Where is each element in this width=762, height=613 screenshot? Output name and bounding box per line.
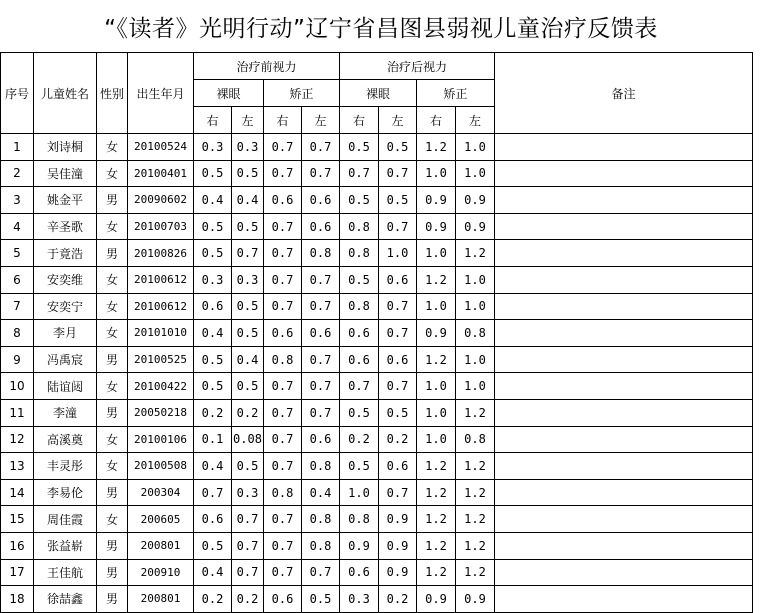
header-after-naked: 裸眼 [340, 80, 417, 107]
cell-birth[interactable]: 200910 [128, 559, 194, 586]
cell-birth[interactable]: 20100703 [128, 213, 194, 240]
cell-name[interactable]: 李易伦 [34, 479, 97, 506]
cell-birth[interactable]: 20100401 [128, 160, 194, 187]
cell-before-naked-right[interactable]: 0.5 [194, 346, 232, 373]
header-after-corrected-right: 右 [417, 107, 456, 134]
cell-after-corrected-left[interactable]: 1.0 [456, 346, 495, 373]
cell-before-corrected-right[interactable]: 0.7 [264, 426, 302, 453]
cell-after-naked-left[interactable]: 0.6 [379, 453, 417, 480]
cell-before-corrected-left[interactable]: 0.6 [302, 187, 340, 214]
cell-after-naked-right[interactable]: 0.6 [340, 346, 379, 373]
cell-before-naked-right[interactable]: 0.2 [194, 399, 232, 426]
cell-note[interactable] [495, 373, 753, 400]
cell-after-corrected-left[interactable]: 1.2 [456, 240, 495, 267]
cell-name[interactable]: 丰灵彤 [34, 453, 97, 480]
cell-before-corrected-left[interactable]: 0.8 [302, 453, 340, 480]
cell-before-corrected-left[interactable]: 0.8 [302, 506, 340, 533]
cell-before-naked-left[interactable]: 0.7 [232, 559, 264, 586]
cell-gender[interactable]: 女 [97, 266, 128, 293]
header-gender: 性别 [97, 53, 128, 134]
cell-after-naked-left[interactable]: 0.9 [379, 532, 417, 559]
cell-after-corrected-right[interactable]: 0.9 [417, 320, 456, 347]
cell-after-naked-right[interactable]: 0.5 [340, 453, 379, 480]
cell-before-corrected-right[interactable]: 0.8 [264, 479, 302, 506]
cell-before-naked-right[interactable]: 0.4 [194, 187, 232, 214]
cell-birth[interactable]: 200605 [128, 506, 194, 533]
cell-after-naked-right[interactable]: 0.5 [340, 266, 379, 293]
cell-before-naked-right[interactable]: 0.5 [194, 373, 232, 400]
cell-gender[interactable]: 女 [97, 293, 128, 320]
cell-after-corrected-left[interactable]: 1.0 [456, 134, 495, 161]
cell-after-naked-left[interactable]: 0.7 [379, 160, 417, 187]
header-before-corrected: 矫正 [264, 80, 340, 107]
cell-name[interactable]: 周佳霞 [34, 506, 97, 533]
table-row [1, 532, 753, 559]
cell-name[interactable]: 辛圣歌 [34, 213, 97, 240]
cell-after-naked-left[interactable]: 0.2 [379, 426, 417, 453]
cell-note[interactable] [495, 506, 753, 533]
header-after-naked-right: 右 [340, 107, 379, 134]
cell-after-corrected-left[interactable]: 0.9 [456, 213, 495, 240]
cell-note[interactable] [495, 399, 753, 426]
cell-after-corrected-right[interactable]: 1.2 [417, 479, 456, 506]
cell-after-naked-left[interactable]: 0.7 [379, 320, 417, 347]
cell-after-corrected-left[interactable]: 1.2 [456, 559, 495, 586]
cell-after-naked-left[interactable]: 0.7 [379, 213, 417, 240]
cell-index[interactable]: 13 [1, 453, 34, 480]
cell-before-naked-right[interactable]: 0.6 [194, 506, 232, 533]
cell-after-naked-right[interactable]: 0.8 [340, 213, 379, 240]
cell-before-corrected-right[interactable]: 0.7 [264, 532, 302, 559]
cell-gender[interactable]: 女 [97, 134, 128, 161]
cell-after-naked-left[interactable]: 0.7 [379, 479, 417, 506]
cell-after-corrected-left[interactable]: 1.2 [456, 399, 495, 426]
cell-birth[interactable]: 20100508 [128, 453, 194, 480]
cell-after-naked-left[interactable]: 0.7 [379, 293, 417, 320]
page-title: “《读者》光明行动”辽宁省昌图县弱视儿童治疗反馈表 [104, 15, 658, 42]
cell-after-naked-left[interactable]: 0.5 [379, 134, 417, 161]
header-index: 序号 [1, 53, 34, 134]
cell-after-corrected-left[interactable]: 1.2 [456, 479, 495, 506]
cell-after-naked-right[interactable]: 0.8 [340, 293, 379, 320]
cell-name[interactable]: 吴佳潼 [34, 160, 97, 187]
cell-after-corrected-left[interactable]: 0.9 [456, 586, 495, 613]
cell-index[interactable]: 17 [1, 559, 34, 586]
table-row [1, 479, 753, 506]
cell-birth[interactable]: 200801 [128, 532, 194, 559]
cell-name[interactable]: 陆谊闼 [34, 373, 97, 400]
cell-before-corrected-right[interactable]: 0.6 [264, 187, 302, 214]
cell-name[interactable]: 李潼 [34, 399, 97, 426]
cell-before-naked-right[interactable]: 0.1 [194, 426, 232, 453]
cell-before-naked-left[interactable]: 0.4 [232, 346, 264, 373]
cell-note[interactable] [495, 479, 753, 506]
cell-after-corrected-right[interactable]: 1.2 [417, 532, 456, 559]
table-row [1, 293, 753, 320]
cell-after-corrected-right[interactable]: 0.9 [417, 213, 456, 240]
cell-birth[interactable]: 20090602 [128, 187, 194, 214]
cell-before-corrected-left[interactable]: 0.6 [302, 320, 340, 347]
cell-index[interactable]: 12 [1, 426, 34, 453]
table-row [1, 586, 753, 613]
cell-before-corrected-left[interactable]: 0.7 [302, 399, 340, 426]
table-row [1, 213, 753, 240]
header-before-corrected-right: 右 [264, 107, 302, 134]
cell-after-naked-right[interactable]: 1.0 [340, 479, 379, 506]
header-before-naked: 裸眼 [194, 80, 264, 107]
cell-gender[interactable]: 男 [97, 532, 128, 559]
cell-index[interactable]: 11 [1, 399, 34, 426]
cell-before-corrected-left[interactable]: 0.8 [302, 240, 340, 267]
cell-birth[interactable]: 20100826 [128, 240, 194, 267]
cell-note[interactable] [495, 346, 753, 373]
cell-index[interactable]: 9 [1, 346, 34, 373]
cell-gender[interactable]: 男 [97, 559, 128, 586]
cell-birth[interactable]: 20100524 [128, 134, 194, 161]
cell-after-corrected-right[interactable]: 1.2 [417, 453, 456, 480]
cell-after-corrected-right[interactable]: 1.0 [417, 399, 456, 426]
cell-gender[interactable]: 男 [97, 479, 128, 506]
cell-after-naked-left[interactable]: 0.2 [379, 586, 417, 613]
table-row [1, 399, 753, 426]
cell-birth[interactable]: 20101010 [128, 320, 194, 347]
cell-before-naked-left[interactable]: 0.5 [232, 320, 264, 347]
header-before-corrected-left: 左 [302, 107, 340, 134]
cell-gender[interactable]: 男 [97, 586, 128, 613]
cell-note[interactable] [495, 134, 753, 161]
cell-before-corrected-left[interactable]: 0.5 [302, 586, 340, 613]
cell-before-corrected-right[interactable]: 0.7 [264, 266, 302, 293]
cell-after-naked-left[interactable]: 0.9 [379, 506, 417, 533]
cell-before-corrected-left[interactable]: 0.7 [302, 134, 340, 161]
cell-birth[interactable]: 20100422 [128, 373, 194, 400]
cell-after-corrected-right[interactable]: 0.9 [417, 586, 456, 613]
cell-before-naked-left[interactable]: 0.5 [232, 160, 264, 187]
cell-after-naked-right[interactable]: 0.7 [340, 160, 379, 187]
cell-before-naked-left[interactable]: 0.5 [232, 213, 264, 240]
header-row-1 [1, 53, 753, 80]
cell-after-corrected-left[interactable]: 1.2 [456, 532, 495, 559]
cell-birth[interactable]: 200801 [128, 586, 194, 613]
cell-before-naked-right[interactable]: 0.3 [194, 266, 232, 293]
cell-note[interactable] [495, 320, 753, 347]
table-row [1, 453, 753, 480]
cell-before-corrected-left[interactable]: 0.6 [302, 426, 340, 453]
cell-note[interactable] [495, 559, 753, 586]
cell-before-corrected-left[interactable]: 0.4 [302, 479, 340, 506]
cell-gender[interactable]: 男 [97, 399, 128, 426]
table-row [1, 266, 753, 293]
cell-gender[interactable]: 男 [97, 187, 128, 214]
cell-gender[interactable]: 男 [97, 240, 128, 267]
cell-index[interactable]: 18 [1, 586, 34, 613]
cell-before-naked-left[interactable]: 0.08 [232, 426, 264, 453]
cell-before-naked-left[interactable]: 0.3 [232, 266, 264, 293]
cell-after-corrected-left[interactable]: 1.0 [456, 293, 495, 320]
cell-after-corrected-right[interactable]: 1.0 [417, 160, 456, 187]
cell-after-corrected-right[interactable]: 0.9 [417, 187, 456, 214]
cell-before-corrected-left[interactable]: 0.7 [302, 160, 340, 187]
cell-gender[interactable]: 女 [97, 213, 128, 240]
cell-name[interactable]: 张益崭 [34, 532, 97, 559]
cell-name[interactable]: 徐喆鑫 [34, 586, 97, 613]
header-after-treatment: 治疗后视力 [340, 53, 495, 80]
cell-before-naked-right[interactable]: 0.4 [194, 453, 232, 480]
cell-name[interactable]: 高溪奠 [34, 426, 97, 453]
header-before-naked-left: 左 [232, 107, 264, 134]
cell-after-naked-left[interactable]: 0.5 [379, 187, 417, 214]
cell-before-naked-left[interactable]: 0.2 [232, 399, 264, 426]
cell-name[interactable]: 安奕维 [34, 266, 97, 293]
cell-birth[interactable]: 20100612 [128, 293, 194, 320]
cell-after-naked-left[interactable]: 0.7 [379, 373, 417, 400]
cell-after-naked-right[interactable]: 0.7 [340, 373, 379, 400]
cell-after-corrected-right[interactable]: 1.2 [417, 134, 456, 161]
table-row [1, 426, 753, 453]
cell-index[interactable]: 1 [1, 134, 34, 161]
cell-note[interactable] [495, 187, 753, 214]
cell-note[interactable] [495, 213, 753, 240]
cell-name[interactable]: 王佳航 [34, 559, 97, 586]
cell-before-naked-right[interactable]: 0.5 [194, 532, 232, 559]
cell-note[interactable] [495, 586, 753, 613]
cell-after-corrected-right[interactable]: 1.2 [417, 266, 456, 293]
cell-before-naked-right[interactable]: 0.5 [194, 160, 232, 187]
header-after-corrected-left: 左 [456, 107, 495, 134]
cell-before-naked-right[interactable]: 0.3 [194, 134, 232, 161]
cell-after-corrected-right[interactable]: 1.0 [417, 373, 456, 400]
cell-index[interactable]: 4 [1, 213, 34, 240]
cell-before-corrected-right[interactable]: 0.7 [264, 506, 302, 533]
table-row [1, 134, 753, 161]
cell-before-corrected-right[interactable]: 0.8 [264, 346, 302, 373]
cell-index[interactable]: 3 [1, 187, 34, 214]
cell-birth[interactable]: 20100525 [128, 346, 194, 373]
cell-birth[interactable]: 20100106 [128, 426, 194, 453]
cell-after-naked-left[interactable]: 0.6 [379, 346, 417, 373]
cell-after-naked-left[interactable]: 0.9 [379, 559, 417, 586]
cell-before-corrected-left[interactable]: 0.7 [302, 559, 340, 586]
table-row [1, 187, 753, 214]
cell-after-naked-right[interactable]: 0.5 [340, 134, 379, 161]
cell-before-naked-right[interactable]: 0.4 [194, 559, 232, 586]
cell-note[interactable] [495, 532, 753, 559]
cell-note[interactable] [495, 293, 753, 320]
cell-before-corrected-right[interactable]: 0.6 [264, 586, 302, 613]
cell-after-naked-right[interactable]: 0.8 [340, 506, 379, 533]
cell-index[interactable]: 14 [1, 479, 34, 506]
cell-before-corrected-right[interactable]: 0.7 [264, 293, 302, 320]
cell-after-corrected-left[interactable]: 1.2 [456, 453, 495, 480]
cell-after-corrected-right[interactable]: 1.0 [417, 293, 456, 320]
cell-index[interactable]: 16 [1, 532, 34, 559]
cell-before-corrected-left[interactable]: 0.7 [302, 373, 340, 400]
cell-after-corrected-left[interactable]: 0.9 [456, 187, 495, 214]
cell-name[interactable]: 安奕宁 [34, 293, 97, 320]
cell-before-naked-left[interactable]: 0.2 [232, 586, 264, 613]
table-row [1, 346, 753, 373]
cell-note[interactable] [495, 240, 753, 267]
cell-before-corrected-right[interactable]: 0.6 [264, 320, 302, 347]
cell-index[interactable]: 6 [1, 266, 34, 293]
cell-before-naked-left[interactable]: 0.5 [232, 453, 264, 480]
cell-after-corrected-right[interactable]: 1.2 [417, 506, 456, 533]
cell-before-naked-left[interactable]: 0.7 [232, 506, 264, 533]
table-row [1, 559, 753, 586]
cell-after-corrected-left[interactable]: 0.8 [456, 426, 495, 453]
cell-after-corrected-left[interactable]: 1.0 [456, 266, 495, 293]
cell-after-naked-right[interactable]: 0.3 [340, 586, 379, 613]
cell-note[interactable] [495, 266, 753, 293]
cell-after-corrected-right[interactable]: 1.2 [417, 346, 456, 373]
cell-name[interactable]: 李月 [34, 320, 97, 347]
cell-birth[interactable]: 200304 [128, 479, 194, 506]
cell-before-naked-right[interactable]: 0.4 [194, 320, 232, 347]
cell-index[interactable]: 7 [1, 293, 34, 320]
cell-before-naked-right[interactable]: 0.6 [194, 293, 232, 320]
cell-after-naked-right[interactable]: 0.8 [340, 240, 379, 267]
header-after-corrected: 矫正 [417, 80, 495, 107]
cell-after-naked-right[interactable]: 0.2 [340, 426, 379, 453]
cell-gender[interactable]: 女 [97, 160, 128, 187]
header-birth: 出生年月 [128, 53, 194, 134]
cell-before-naked-left[interactable]: 0.3 [232, 134, 264, 161]
cell-before-corrected-left[interactable]: 0.7 [302, 266, 340, 293]
cell-after-naked-left[interactable]: 1.0 [379, 240, 417, 267]
cell-before-corrected-right[interactable]: 0.7 [264, 559, 302, 586]
cell-after-corrected-right[interactable]: 1.0 [417, 240, 456, 267]
cell-after-naked-left[interactable]: 0.6 [379, 266, 417, 293]
cell-before-naked-right[interactable]: 0.2 [194, 586, 232, 613]
cell-note[interactable] [495, 160, 753, 187]
cell-before-corrected-right[interactable]: 0.7 [264, 134, 302, 161]
cell-before-naked-right[interactable]: 0.5 [194, 213, 232, 240]
header-before-naked-right: 右 [194, 107, 232, 134]
cell-gender[interactable]: 女 [97, 453, 128, 480]
table-row [1, 240, 753, 267]
cell-note[interactable] [495, 453, 753, 480]
cell-before-naked-left[interactable]: 0.4 [232, 187, 264, 214]
cell-after-corrected-left[interactable]: 1.0 [456, 373, 495, 400]
cell-gender[interactable]: 女 [97, 426, 128, 453]
header-after-naked-left: 左 [379, 107, 417, 134]
cell-gender[interactable]: 女 [97, 320, 128, 347]
header-before-treatment: 治疗前视力 [194, 53, 340, 80]
cell-after-naked-left[interactable]: 0.5 [379, 399, 417, 426]
cell-before-naked-left[interactable]: 0.5 [232, 373, 264, 400]
header-note: 备注 [495, 53, 753, 134]
cell-gender[interactable]: 男 [97, 346, 128, 373]
cell-index[interactable]: 5 [1, 240, 34, 267]
cell-gender[interactable]: 女 [97, 506, 128, 533]
cell-index[interactable]: 15 [1, 506, 34, 533]
feedback-table [0, 52, 753, 613]
cell-after-naked-right[interactable]: 0.5 [340, 187, 379, 214]
cell-before-naked-left[interactable]: 0.7 [232, 240, 264, 267]
cell-after-naked-right[interactable]: 0.6 [340, 320, 379, 347]
cell-after-corrected-right[interactable]: 1.0 [417, 426, 456, 453]
cell-index[interactable]: 10 [1, 373, 34, 400]
cell-index[interactable]: 2 [1, 160, 34, 187]
cell-before-corrected-right[interactable]: 0.7 [264, 373, 302, 400]
cell-before-corrected-right[interactable]: 0.7 [264, 240, 302, 267]
cell-index[interactable]: 8 [1, 320, 34, 347]
cell-before-corrected-left[interactable]: 0.6 [302, 213, 340, 240]
cell-after-naked-right[interactable]: 0.5 [340, 399, 379, 426]
cell-before-corrected-left[interactable]: 0.7 [302, 293, 340, 320]
table-row [1, 320, 753, 347]
cell-after-corrected-right[interactable]: 1.2 [417, 559, 456, 586]
cell-before-naked-left[interactable]: 0.3 [232, 479, 264, 506]
cell-name[interactable]: 刘诗桐 [34, 134, 97, 161]
cell-birth[interactable]: 20050218 [128, 399, 194, 426]
cell-before-naked-left[interactable]: 0.7 [232, 532, 264, 559]
cell-after-naked-right[interactable]: 0.6 [340, 559, 379, 586]
cell-name[interactable]: 冯禹宸 [34, 346, 97, 373]
table-row [1, 506, 753, 533]
cell-name[interactable]: 姚金平 [34, 187, 97, 214]
table-row [1, 160, 753, 187]
table-row [1, 373, 753, 400]
cell-before-corrected-right[interactable]: 0.7 [264, 213, 302, 240]
cell-birth[interactable]: 20100612 [128, 266, 194, 293]
cell-before-naked-right[interactable]: 0.7 [194, 479, 232, 506]
cell-after-corrected-left[interactable]: 0.8 [456, 320, 495, 347]
cell-name[interactable]: 于竟浩 [34, 240, 97, 267]
header-name: 儿童姓名 [34, 53, 97, 134]
cell-after-corrected-left[interactable]: 1.0 [456, 160, 495, 187]
cell-gender[interactable]: 女 [97, 373, 128, 400]
cell-after-naked-right[interactable]: 0.9 [340, 532, 379, 559]
cell-before-corrected-right[interactable]: 0.7 [264, 453, 302, 480]
cell-before-corrected-right[interactable]: 0.7 [264, 399, 302, 426]
cell-before-corrected-right[interactable]: 0.7 [264, 160, 302, 187]
cell-note[interactable] [495, 426, 753, 453]
cell-before-corrected-left[interactable]: 0.7 [302, 346, 340, 373]
cell-before-naked-right[interactable]: 0.5 [194, 240, 232, 267]
cell-before-naked-left[interactable]: 0.5 [232, 293, 264, 320]
cell-before-corrected-left[interactable]: 0.8 [302, 532, 340, 559]
cell-after-corrected-left[interactable]: 1.2 [456, 506, 495, 533]
